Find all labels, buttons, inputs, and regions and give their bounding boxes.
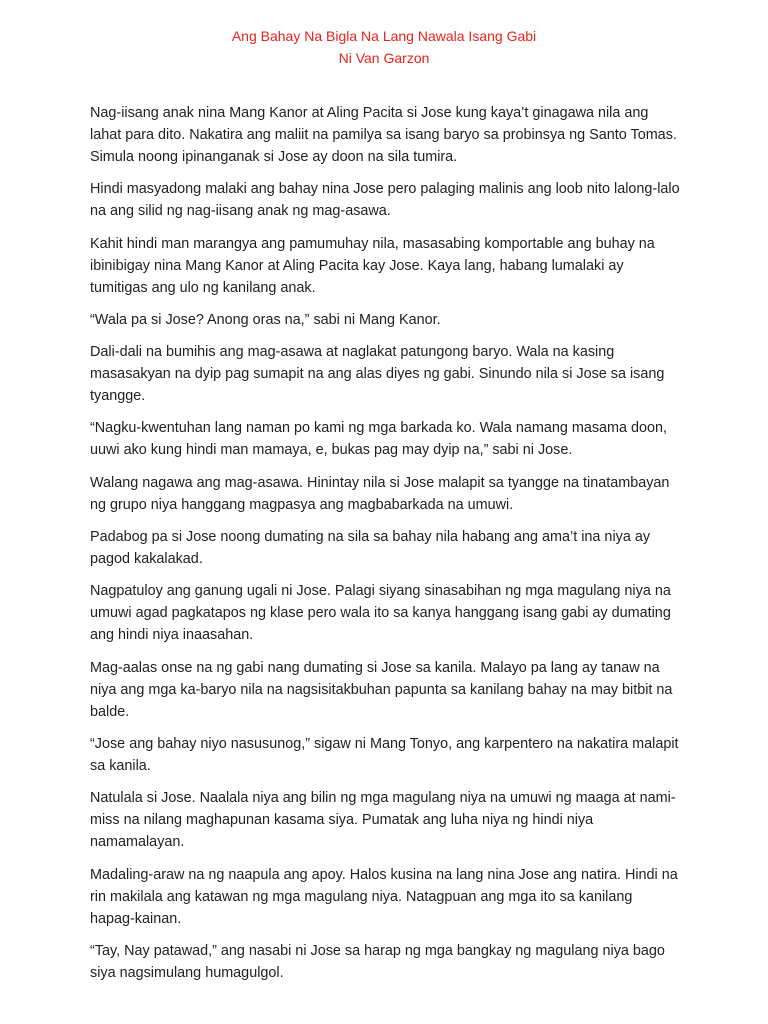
paragraph: Walang nagawa ang mag-asawa. Hinintay nila si Jose malapit sa tyangge na tinatambayan ng grupo niya hanggang magpasya ang magbabarkada na umuwi.	[90, 474, 670, 513]
paragraph: Hindi masyadong malaki ang bahay nina Jose pero palaging malinis ang loob nito lalong-lalo na ang silid ng nag-iisang anak ng mag-asawa.	[90, 181, 680, 220]
paragraph: “Tay, Nay patawad,” ang nasabi ni Jose sa harap ng mga bangkay ng magulang niya bago siya nagsimulang humagulgol.	[90, 942, 665, 981]
story-header	[0, 25, 768, 69]
paragraph: “Nagku-kwentuhan lang naman po kami ng mga barkada ko. Wala namang masama doon, uuwi ako kung hindi man mamaya, e, bukas pag may dyip na,” sabi ni Jose.	[90, 420, 668, 459]
paragraph: Padabog pa si Jose noong dumating na sila sa bahay nila habang ang ama’t ina niya ay pagod kakalakad.	[90, 529, 651, 568]
paragraph: Nagpatuloy ang ganung ugali ni Jose. Palagi siyang sinasabihan ng mga magulang niya na umuwi agad pagkatapos ng klase pero wala ito sa kanya hanggang isang gabi ay dumating ang hindi niya inaasahan.	[90, 583, 671, 644]
paragraph: Kahit hindi man marangya ang pamumuhay nila, masasabing komportable ang buhay na ibinibigay nina Mang Kanor at Aling Pacita kay Jose. Kaya lang, habang lumalaki ay tumitigas ang ulo ng kanilang anak.	[90, 235, 655, 296]
paragraph: “Wala pa si Jose? Anong oras na,” sabi ni Mang Kanor.	[90, 311, 441, 328]
story-body	[90, 102, 680, 994]
story-author: Ni Van Garzon	[338, 50, 430, 66]
paragraph: Nag-iisang anak nina Mang Kanor at Aling Pacita si Jose kung kaya’t ginagawa nila ang lahat para dito. Nakatira ang maliit na pamilya sa isang baryo sa probinsya ng Santo Tomas. Simula noong ipinanganak si Jose ay doon na sila tumira.	[90, 105, 677, 165]
paragraph: Natulala si Jose. Naalala niya ang bilin ng mga magulang niya na umuwi ng maaga at nami-miss na nilang maghapunan kasama siya. Pumatak ang luha niya ng hindi niya namamalayan.	[90, 790, 676, 851]
story-title: Ang Bahay Na Bigla Na Lang Nawala Isang Gabi	[231, 28, 537, 44]
paragraph: Mag-aalas onse na ng gabi nang dumating si Jose sa kanila. Malayo pa lang ay tanaw na niya ang mga ka-baryo nila na nagsisitakbuhan papunta sa kanilang bahay na may bitbit na balde.	[90, 659, 673, 720]
paragraph: Dali-dali na bumihis ang mag-asawa at naglakat patungong baryo. Wala na kasing masasakyan na dyip pag sumapit na ang alas diyes ng gabi. Sinundo nila si Jose sa isang tyangge.	[90, 344, 665, 405]
paragraph: “Jose ang bahay niyo nasusunog,” sigaw ni Mang Tonyo, ang karpentero na nakatira malapit sa kanila.	[90, 735, 679, 774]
paragraph: Madaling-araw na ng naapula ang apoy. Halos kusina na lang nina Jose ang natira. Hindi na rin makilala ang katawan ng mga magulang niya. Natagpuan ang mga ito sa kanilang hapag-kainan.	[90, 866, 678, 927]
